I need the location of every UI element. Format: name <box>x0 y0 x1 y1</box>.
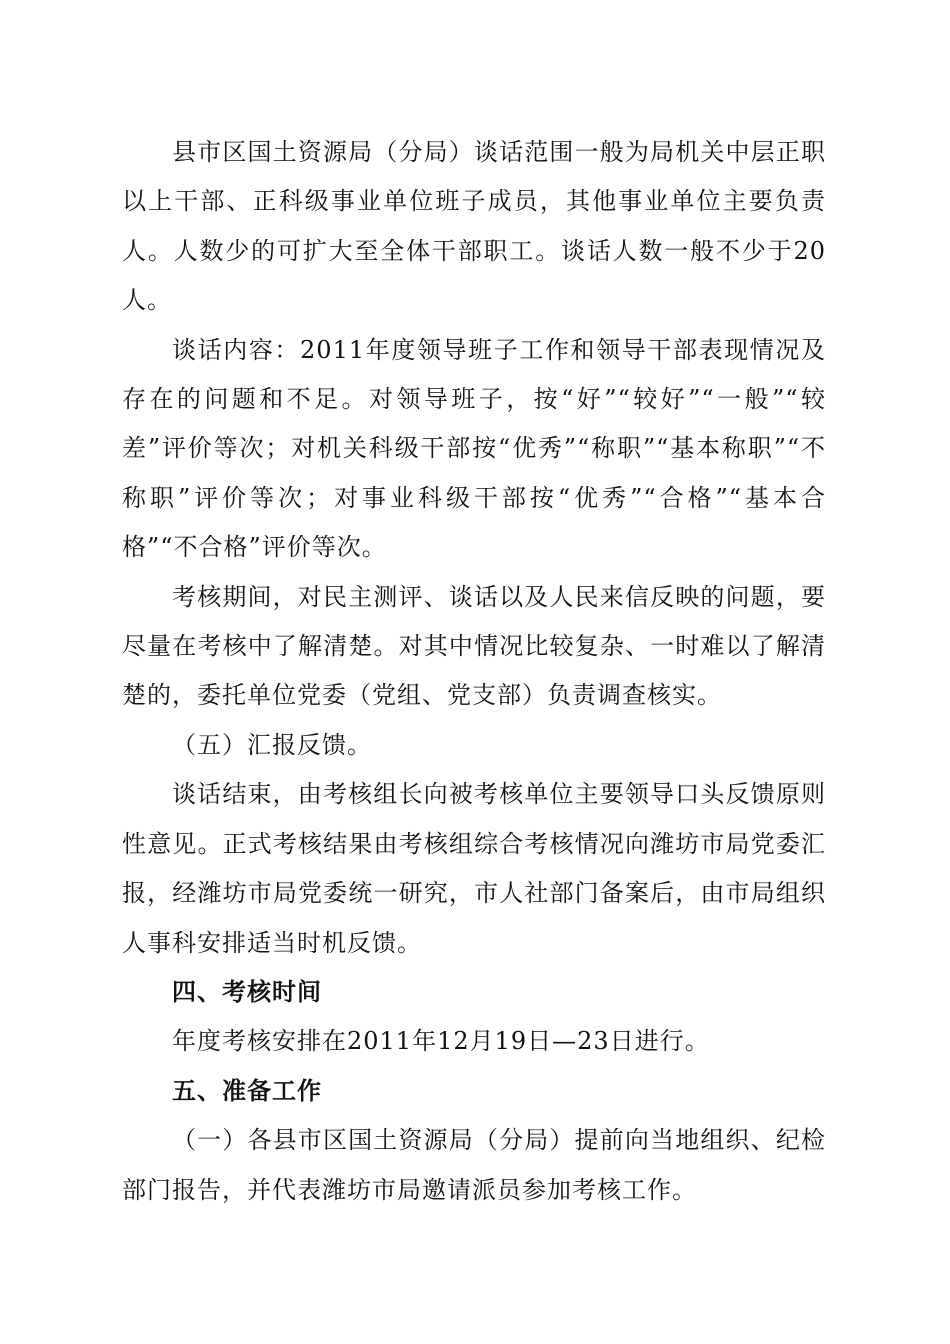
paragraph-assessment-period: 考核期间，对民主测评、谈话以及人民来信反映的问题，要尽量在考核中了解清楚。对其中情况比较复杂、一时难以了解清楚的，委托单位党委（党组、党支部）负责调查核实。 <box>122 582 826 710</box>
paragraph-preparation-1: （一）各县市区国土资源局（分局）提前向当地组织、纪检部门报告，并代表潍坊市局邀请派员参加考核工作。 <box>122 1126 826 1204</box>
paragraph-feedback: 谈话结束，由考核组长向被考核单位主要领导口头反馈原则性意见。正式考核结果由考核组综合考核情况向潍坊市局党委汇报，经潍坊市局党委统一研究，市人社部门备案后，由市局组织人事科安排适当时机反馈。 <box>122 780 826 957</box>
section-heading-preparation: 五、准备工作 <box>172 1076 322 1105</box>
section-heading-assessment-time: 四、考核时间 <box>172 977 322 1006</box>
paragraph-talk-content: 谈话内容：2011年度领导班子工作和领导干部表现情况及存在的问题和不足。对领导班子，按“好”“较好”“一般”“较差”评价等次；对机关科级干部按“优秀”“称职”“基本称职”“不称职”评价等次；对事业科级干部按“优秀”“合格”“基本合格”“不合格”评价等次。 <box>122 335 826 562</box>
document-body <box>122 128 826 1215</box>
subheading-report-feedback: （五）汇报反馈。 <box>172 730 372 759</box>
paragraph-assessment-time: 年度考核安排在2011年12月19日—23日进行。 <box>172 1027 710 1056</box>
paragraph-talk-scope: 县市区国土资源局（分局）谈话范围一般为局机关中层正职以上干部、正科级事业单位班子成员，其他事业单位主要负责人。人数少的可扩大至全体干部职工。谈话人数一般不少于20人。 <box>122 138 826 315</box>
